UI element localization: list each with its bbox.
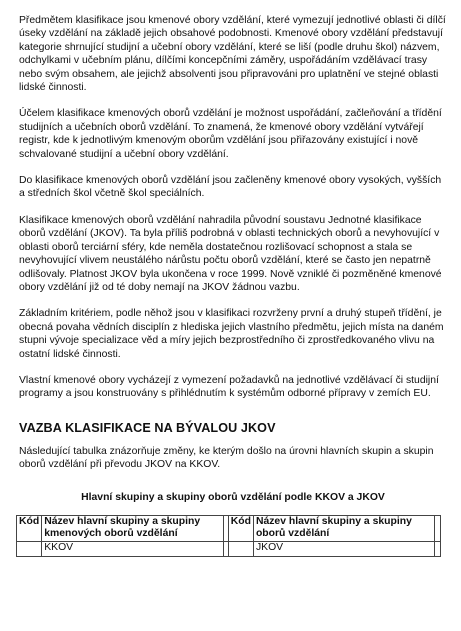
paragraph-purpose: Účelem klasifikace kmenových oborů vzdělání je možnost uspořádání, začleňování a třídění studijních a učebních oborů vzdělání. To znamená, že kmenové obory vzdělání vytvářejí registr, kde k jednotlivým kmenovým oborům vzdělání jsou přiřazovány existující i nově schvalované studijní a učební obory vzdělání. xyxy=(19,108,442,160)
table-end-cell xyxy=(435,542,441,557)
paragraph-eu: Vlastní kmenové obory vycházejí z vymezení požadavků na jednotlivé vzdělávací či studijní programy a jsou konstruovány s přihlédnutím k systémům odborné přípravy v zemích EU. xyxy=(19,374,439,400)
right-code-cell xyxy=(228,542,253,557)
table-end-cell xyxy=(435,515,441,542)
section-intro: Následující tabulka znázorňuje změny, ke kterým došlo na úrovni hlavních skupin a skupin oborů vzdělání při převodu JKOV na KKOV. xyxy=(19,445,434,471)
left-name-header: Název hlavní skupiny a skupiny kmenových oborů vzdělání xyxy=(42,515,224,542)
table-header-row xyxy=(17,515,441,542)
right-name-header: Název hlavní skupiny a skupiny oborů vzdělání xyxy=(253,515,434,542)
right-system-cell: JKOV xyxy=(253,542,434,557)
left-code-cell xyxy=(17,542,42,557)
paragraph-scope: Do klasifikace kmenových oborů vzdělání jsou začleněny kmenové obory vysokých, vyšších a středních škol včetně škol speciálních. xyxy=(19,175,442,200)
left-code-header: Kód xyxy=(17,515,42,542)
paragraph-history: Klasifikace kmenových oborů vzdělání nahradila původní soustavu Jednotné klasifikace oborů vzdělání (JKOV). Ta byla příliš podrobná v oblasti technických oborů a nevyhovující v oblasti oborů terciární sféry, kde neměla dostatečnou rozlišovací schopnost a stala se nevyhovující vlivem neustálého nárůstu počtu oborů vzdělání, které se často jen nepatrně odlišovaly. Platnost JKOV byla ukončena v roce 1999. Nově vzniklé či pozměněné kmenové obory vzdělání již od té doby nemají na JKOV žádnou vazbu. xyxy=(19,214,442,293)
kkov-jkov-table xyxy=(16,515,441,558)
right-code-header: Kód xyxy=(228,515,253,542)
table-title: Hlavní skupiny a skupiny oborů vzdělání podle KKOV a JKOV xyxy=(81,491,385,503)
section-heading: VAZBA KLASIFIKACE NA BÝVALOU JKOV xyxy=(19,420,276,435)
paragraph-criteria: Základním kritériem, podle něhož jsou v klasifikaci rozvrženy první a druhý stupeň třídění, je obecná povaha vědních disciplín z hlediska jejich vlastního předmětu, jejich místa na daném stupni vývoje specializace věd a míry jejich bezprostředního či zprostředkovaného vlivu na ostatní lidské činnosti. xyxy=(19,308,444,360)
table-row xyxy=(17,542,441,557)
left-system-cell: KKOV xyxy=(42,542,224,557)
paragraph-subject: Předmětem klasifikace jsou kmenové obory vzdělání, které vymezují jednotlivé oblasti či dílčí úseky vzdělání na základě jejich obsahové podobnosti. Kmenové obory vzdělání představují kategorie shrnující studijní a učební obory vzdělání, které se liší (podle druhu škol) názvem, odchylkami v učebním plánu, dílčími koncepčními záměry, uspořádáním vzdělávací trasy nebo svým obsahem, ale jejichž absolventi jsou připravováni pro uplatnění ve stejné oblasti lidské činnosti. xyxy=(19,15,446,94)
